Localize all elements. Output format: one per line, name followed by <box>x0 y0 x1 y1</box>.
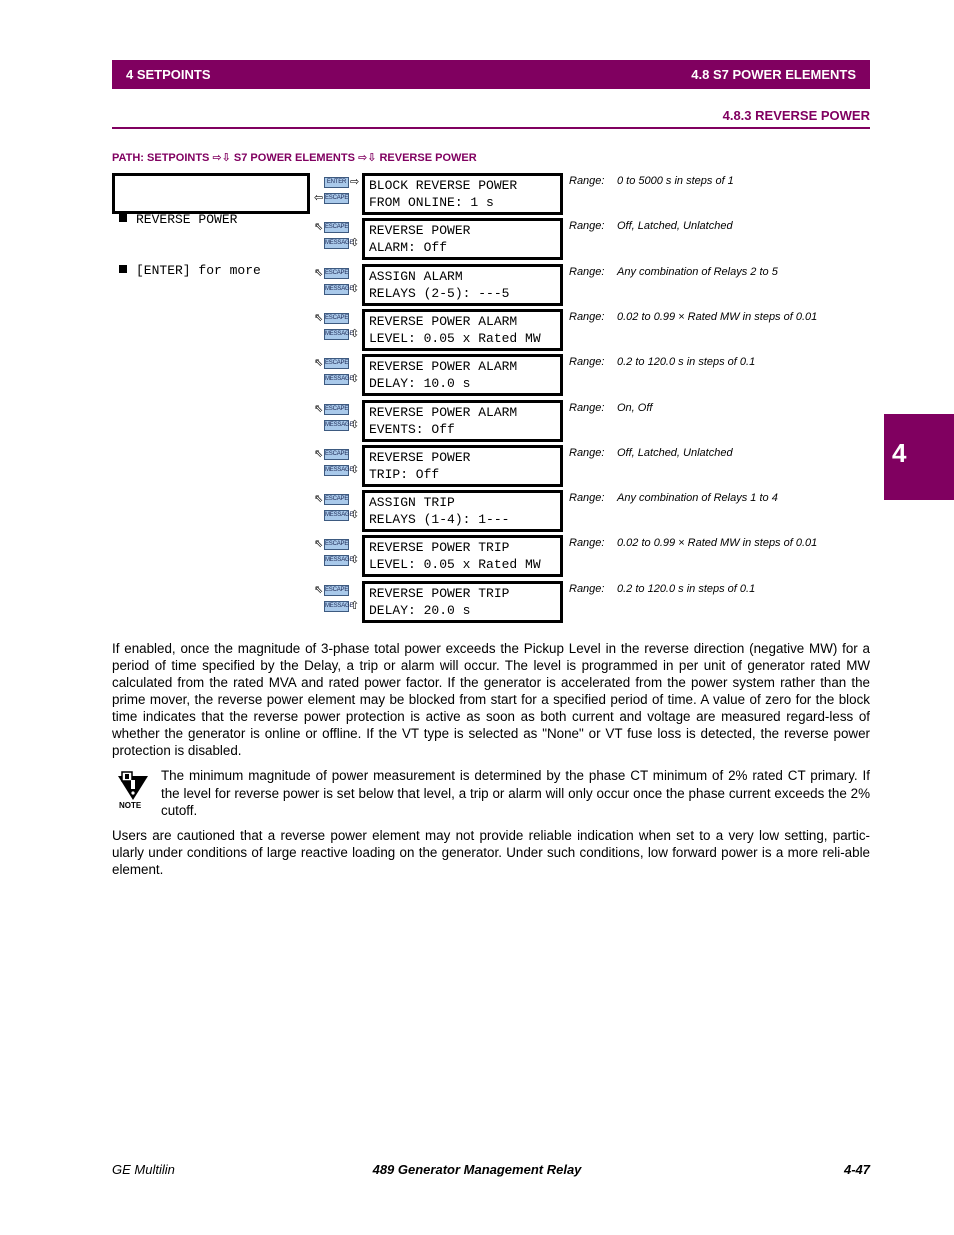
range-label: Range: <box>569 220 605 232</box>
menu-header-line1: REVERSE POWER <box>136 212 238 227</box>
message-key[interactable]: MESSAGE <box>324 510 349 521</box>
escape-key[interactable]: ESCAPE <box>324 313 349 324</box>
range-label: Range: <box>569 175 605 187</box>
arrow-up-down-icon: ⇳ <box>350 373 360 385</box>
setting-line2: TRIP: Off <box>369 467 440 482</box>
range-value: Off, Latched, Unlatched <box>617 220 733 232</box>
range-label: Range: <box>569 311 605 323</box>
setting-range <box>569 492 778 504</box>
setting-line1: REVERSE POWER ALARM <box>369 314 518 329</box>
setting-line1: ASSIGN ALARM <box>369 269 463 284</box>
range-label: Range: <box>569 583 605 595</box>
range-value: 0.2 to 120.0 s in steps of 0.1 <box>617 583 756 595</box>
arrow-up-down-icon: ⇳ <box>350 419 360 431</box>
menu-header-display <box>112 173 310 278</box>
setting-display <box>362 354 563 396</box>
escape-key[interactable]: ESCAPE <box>324 539 349 550</box>
escape-key[interactable]: ESCAPE <box>324 358 349 369</box>
key-navigation <box>312 539 362 573</box>
setting-line1: BLOCK REVERSE POWER <box>369 178 518 193</box>
setting-display <box>362 535 563 577</box>
arrow-up-left-icon: ⇖ <box>314 267 324 279</box>
escape-key[interactable]: ESCAPE <box>324 193 349 204</box>
setting-line2: RELAYS (2-5): ---5 <box>369 286 510 301</box>
range-value: 0 to 5000 s in steps of 1 <box>617 175 734 187</box>
setting-line2: RELAYS (1-4): 1--- <box>369 512 510 527</box>
key-navigation <box>312 222 362 256</box>
range-label: Range: <box>569 266 605 278</box>
bullet-square-icon <box>119 214 127 222</box>
message-key[interactable]: MESSAGE <box>324 374 349 385</box>
paragraph-caution: Users are cautioned that a reverse power element may not provide reliable indication when set to a very low setting, partic-ularly under conditions of large reactive loading on the generator. Under such conditions, low forward power is a more reli-able element. <box>112 828 870 877</box>
setting-range <box>569 311 817 323</box>
message-key[interactable]: MESSAGE <box>324 329 349 340</box>
range-value: Any combination of Relays 1 to 4 <box>617 492 778 504</box>
arrow-up-down-icon: ⇳ <box>350 464 360 476</box>
key-navigation <box>312 358 362 392</box>
setting-display <box>362 264 563 306</box>
section-title: 4 SETPOINTS <box>126 67 211 82</box>
setting-display <box>362 490 563 532</box>
message-key[interactable]: MESSAGE <box>324 465 349 476</box>
escape-key[interactable]: ESCAPE <box>324 268 349 279</box>
setting-line1: REVERSE POWER ALARM <box>369 405 518 420</box>
setting-line2: LEVEL: 0.05 x Rated MW <box>369 557 541 572</box>
subsection-rule <box>112 127 870 129</box>
arrow-up-left-icon: ⇖ <box>314 493 324 505</box>
message-key[interactable]: MESSAGE <box>324 420 349 431</box>
setting-line2: LEVEL: 0.05 x Rated MW <box>369 331 541 346</box>
setting-range <box>569 447 733 459</box>
menu-header-line2: [ENTER] for more <box>136 263 261 278</box>
setting-range <box>569 266 778 278</box>
arrow-right-icon: ⇨ <box>350 176 360 188</box>
subsection-title: 4.8.3 REVERSE POWER <box>722 108 870 123</box>
escape-key[interactable]: ESCAPE <box>324 585 349 596</box>
arrow-up-left-icon: ⇖ <box>314 312 324 324</box>
section-header-bar <box>112 60 870 89</box>
key-navigation <box>312 449 362 483</box>
setting-range <box>569 175 734 187</box>
setting-range <box>569 356 755 368</box>
setting-line1: REVERSE POWER <box>369 450 471 465</box>
key-navigation <box>312 268 362 302</box>
element-title: 4.8 S7 POWER ELEMENTS <box>691 67 856 82</box>
escape-key[interactable]: ESCAPE <box>324 404 349 415</box>
setting-display <box>362 581 563 623</box>
range-value: Any combination of Relays 2 to 5 <box>617 266 778 278</box>
arrow-up-left-icon: ⇖ <box>314 357 324 369</box>
setting-range <box>569 220 733 232</box>
note-text: The minimum magnitude of power measurement is determined by the phase CT minimum of 2% rated CT primary. If the level for reverse power is set below that level, a trip or alarm will only occur once the phase current exceeds the 2% cutoff. <box>161 768 870 818</box>
setting-line2: DELAY: 20.0 s <box>369 603 471 618</box>
setting-display <box>362 173 563 215</box>
message-key[interactable]: MESSAGE <box>324 555 349 566</box>
arrow-up-down-icon: ⇳ <box>350 283 360 295</box>
setting-line1: REVERSE POWER ALARM <box>369 359 518 374</box>
setting-line1: ASSIGN TRIP <box>369 495 455 510</box>
note-label: NOTE <box>119 801 142 810</box>
message-key[interactable]: MESSAGE <box>324 238 349 249</box>
arrow-up-left-icon: ⇖ <box>314 448 324 460</box>
footer-company: GE Multilin <box>112 1162 175 1177</box>
arrow-up-down-icon: ⇳ <box>350 509 360 521</box>
range-value: 0.02 to 0.99 × Rated MW in steps of 0.01 <box>617 311 818 323</box>
setting-display <box>362 218 563 260</box>
message-key[interactable]: MESSAGE <box>324 601 349 612</box>
enter-key[interactable]: ENTER <box>324 177 349 188</box>
footer-page-number: 4-47 <box>843 1162 870 1177</box>
key-navigation <box>312 313 362 347</box>
range-value: On, Off <box>617 402 653 414</box>
range-label: Range: <box>569 402 605 414</box>
chapter-tab <box>884 414 954 500</box>
setting-display <box>362 445 563 487</box>
arrow-up-icon: ⇧ <box>350 600 360 612</box>
key-navigation <box>312 494 362 528</box>
setting-display <box>362 400 563 442</box>
key-navigation <box>312 177 362 211</box>
message-key[interactable]: MESSAGE <box>324 284 349 295</box>
range-label: Range: <box>569 447 605 459</box>
escape-key[interactable]: ESCAPE <box>324 222 349 233</box>
arrow-up-left-icon: ⇖ <box>314 221 324 233</box>
setting-line1: REVERSE POWER TRIP <box>369 540 510 555</box>
range-value: 0.2 to 120.0 s in steps of 0.1 <box>617 356 756 368</box>
range-label: Range: <box>569 537 605 549</box>
setting-line2: ALARM: Off <box>369 240 448 255</box>
setting-display <box>362 309 563 351</box>
arrow-up-down-icon: ⇳ <box>350 237 360 249</box>
setting-line2: FROM ONLINE: 1 s <box>369 195 494 210</box>
setting-line2: DELAY: 10.0 s <box>369 376 471 391</box>
bullet-square-icon <box>119 265 127 273</box>
setting-range <box>569 537 817 549</box>
escape-key[interactable]: ESCAPE <box>324 494 349 505</box>
note-icon <box>116 770 150 812</box>
setting-line2: EVENTS: Off <box>369 422 455 437</box>
setting-line1: REVERSE POWER TRIP <box>369 586 510 601</box>
arrow-left-icon: ⇦ <box>314 192 324 204</box>
footer-product: 489 Generator Management Relay <box>372 1162 582 1177</box>
arrow-up-down-icon: ⇳ <box>350 554 360 566</box>
setting-range <box>569 583 755 595</box>
range-label: Range: <box>569 356 605 368</box>
range-label: Range: <box>569 492 605 504</box>
paragraph-description: If enabled, once the magnitude of 3-phase total power exceeds the Pickup Level in the reverse direction (negative MW) for a period of time specified by the Delay, a trip or alarm will occur. The level is programmed in per unit of generator rated MW calculated from the rated MVA and rated power factor. If the generator is accelerated from the power system rather than the prime mover, the reverse power element may be blocked from start for a specified period of time. A value of zero for the block time indicates that the reverse power protection is active as soon as both current and voltage are measured regard-less of whether the generator is online or offline. If the VT type is selected as "None" or VT fuse loss is detected, the reverse power protection is disabled. <box>112 641 870 758</box>
menu-path: PATH: SETPOINTS ⇨⇩ S7 POWER ELEMENTS ⇨⇩ REVERSE POWER <box>112 152 477 164</box>
setting-line1: REVERSE POWER <box>369 223 471 238</box>
arrow-up-down-icon: ⇳ <box>350 328 360 340</box>
key-navigation <box>312 585 362 619</box>
key-navigation <box>312 404 362 438</box>
range-value: 0.02 to 0.99 × Rated MW in steps of 0.01 <box>617 537 818 549</box>
arrow-up-left-icon: ⇖ <box>314 584 324 596</box>
chapter-tab-number: 4 <box>892 438 907 468</box>
arrow-up-left-icon: ⇖ <box>314 538 324 550</box>
arrow-up-left-icon: ⇖ <box>314 403 324 415</box>
setting-range <box>569 402 652 414</box>
range-value: Off, Latched, Unlatched <box>617 447 733 459</box>
escape-key[interactable]: ESCAPE <box>324 449 349 460</box>
